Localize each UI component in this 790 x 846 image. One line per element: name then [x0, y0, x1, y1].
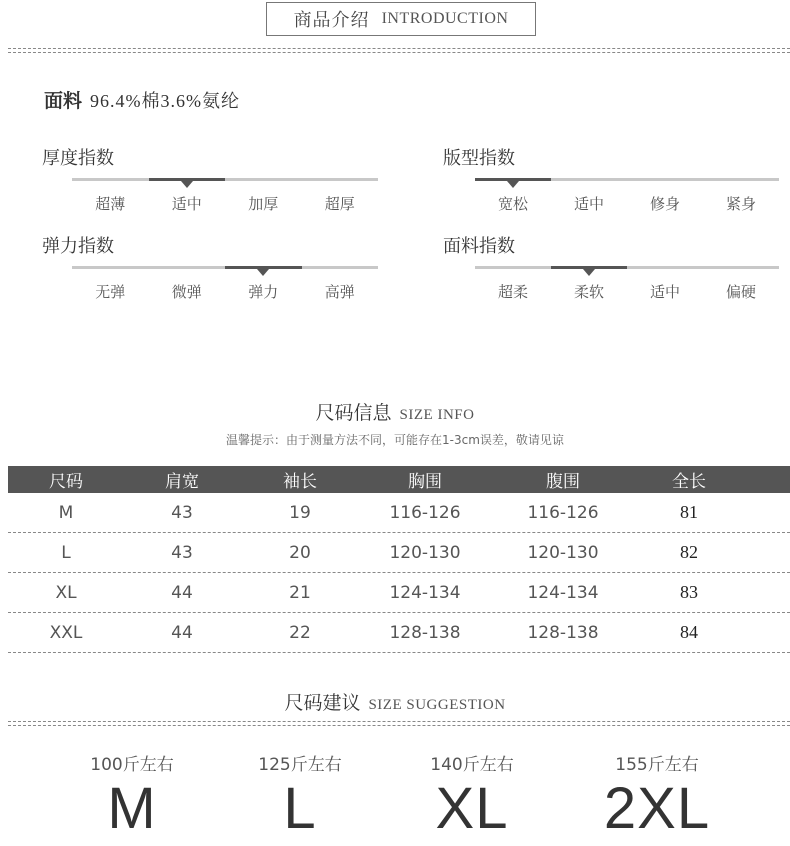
size-table-header — [8, 466, 790, 493]
fabric-label: 面料 — [44, 90, 83, 112]
suggestion-size: M — [107, 776, 157, 841]
table-cell-chest: 128-138 — [389, 622, 461, 643]
thickness-index-option: 适中 — [171, 195, 202, 213]
fabric-index-title: 面料指数 — [443, 236, 515, 257]
suggestion-weight: 155斤左右 — [615, 755, 699, 775]
elasticity-index-title: 弹力指数 — [42, 236, 114, 257]
size-suggestion-title-en: SIZE SUGGESTION — [368, 697, 506, 713]
table-cell-sleeve: 19 — [289, 502, 311, 523]
table-cell-length: 81 — [680, 502, 698, 522]
column-header-waist: 腹围 — [546, 472, 580, 492]
fabric-index-option: 超柔 — [497, 283, 528, 301]
table-cell-shoulder: 44 — [171, 622, 193, 643]
suggestion-divider-2 — [8, 725, 790, 726]
suggestion-weight: 125斤左右 — [258, 755, 342, 775]
table-cell-size: XXL — [49, 622, 83, 643]
table-cell-sleeve: 21 — [289, 582, 311, 603]
fit-index-option: 修身 — [649, 195, 680, 213]
introduction-title-en: INTRODUCTION — [381, 10, 509, 27]
fabric-index-option: 适中 — [649, 283, 680, 301]
size-info-title-en: SIZE INFO — [399, 407, 475, 423]
elasticity-index-option: 弹力 — [248, 283, 279, 301]
table-cell-waist: 116-126 — [527, 502, 599, 523]
thickness-index-option: 加厚 — [248, 195, 279, 213]
suggestion-size: 2XL — [603, 776, 711, 841]
table-cell-size: XL — [55, 582, 77, 603]
elasticity-index-option: 高弹 — [324, 283, 355, 301]
table-cell-chest: 124-134 — [389, 582, 461, 603]
fabric-index-option: 偏硬 — [725, 283, 756, 301]
suggestion-size: XL — [435, 776, 509, 841]
column-header-shoulder: 肩宽 — [165, 472, 199, 492]
suggestion-weight: 100斤左右 — [90, 755, 174, 775]
table-cell-length: 82 — [680, 542, 698, 562]
size-table-body — [8, 493, 790, 653]
table-cell-waist: 128-138 — [527, 622, 599, 643]
table-cell-waist: 124-134 — [527, 582, 599, 603]
top-divider-1 — [8, 48, 790, 49]
table-cell-sleeve: 22 — [289, 622, 311, 643]
thickness-index-title: 厚度指数 — [42, 148, 114, 169]
table-cell-size: M — [58, 502, 74, 523]
measurement-tip: 温馨提示：由于测量方法不同，可能存在1-3cm误差，敬请见谅 — [226, 433, 564, 447]
fit-index-option: 紧身 — [725, 195, 756, 213]
elasticity-index-option: 无弹 — [95, 283, 126, 301]
thickness-index-option: 超薄 — [95, 195, 126, 213]
thickness-index-marker-icon — [181, 181, 193, 188]
size-info-title — [0, 398, 790, 425]
table-cell-shoulder: 44 — [171, 582, 193, 603]
column-header-chest: 胸围 — [408, 472, 442, 492]
size-suggestion-title — [0, 688, 790, 715]
size-info-title-cn: 尺码信息 — [315, 402, 392, 424]
fabric-index-track — [475, 266, 779, 269]
top-divider-2 — [8, 52, 790, 53]
table-row — [8, 613, 790, 653]
table-cell-shoulder: 43 — [171, 502, 193, 523]
size-suggestion-title-cn: 尺码建议 — [284, 692, 361, 714]
table-cell-chest: 120-130 — [389, 542, 461, 563]
fabric-composition — [44, 86, 240, 113]
table-row — [8, 493, 790, 533]
suggestion-size: L — [283, 776, 317, 841]
thickness-index-track — [72, 178, 378, 181]
fabric-index-marker-icon — [583, 269, 595, 276]
introduction-header — [266, 2, 536, 36]
elasticity-index-option: 微弹 — [171, 283, 202, 301]
table-cell-length: 83 — [680, 582, 698, 602]
elasticity-index-marker-icon — [257, 269, 269, 276]
fit-index-option: 宽松 — [497, 195, 528, 213]
fabric-index-option: 柔软 — [573, 283, 604, 301]
fit-index-option: 适中 — [573, 195, 604, 213]
column-header-size: 尺码 — [49, 472, 83, 492]
table-cell-length: 84 — [680, 622, 698, 642]
suggestion-weight: 140斤左右 — [430, 755, 514, 775]
column-header-sleeve: 袖长 — [283, 472, 317, 492]
fabric-value: 96.4%棉3.6%氨纶 — [90, 91, 241, 111]
size-table — [8, 466, 790, 653]
table-row — [8, 533, 790, 573]
table-cell-size: L — [61, 542, 71, 563]
column-header-length: 全长 — [672, 472, 706, 492]
introduction-title-cn: 商品介绍 — [293, 10, 370, 31]
thickness-index-option: 超厚 — [324, 195, 355, 213]
fit-index-marker-icon — [507, 181, 519, 188]
suggestion-divider-1 — [8, 721, 790, 722]
table-cell-chest: 116-126 — [389, 502, 461, 523]
table-cell-waist: 120-130 — [527, 542, 599, 563]
table-cell-sleeve: 20 — [289, 542, 311, 563]
table-row — [8, 573, 790, 613]
fit-index-title: 版型指数 — [443, 148, 515, 169]
table-cell-shoulder: 43 — [171, 542, 193, 563]
